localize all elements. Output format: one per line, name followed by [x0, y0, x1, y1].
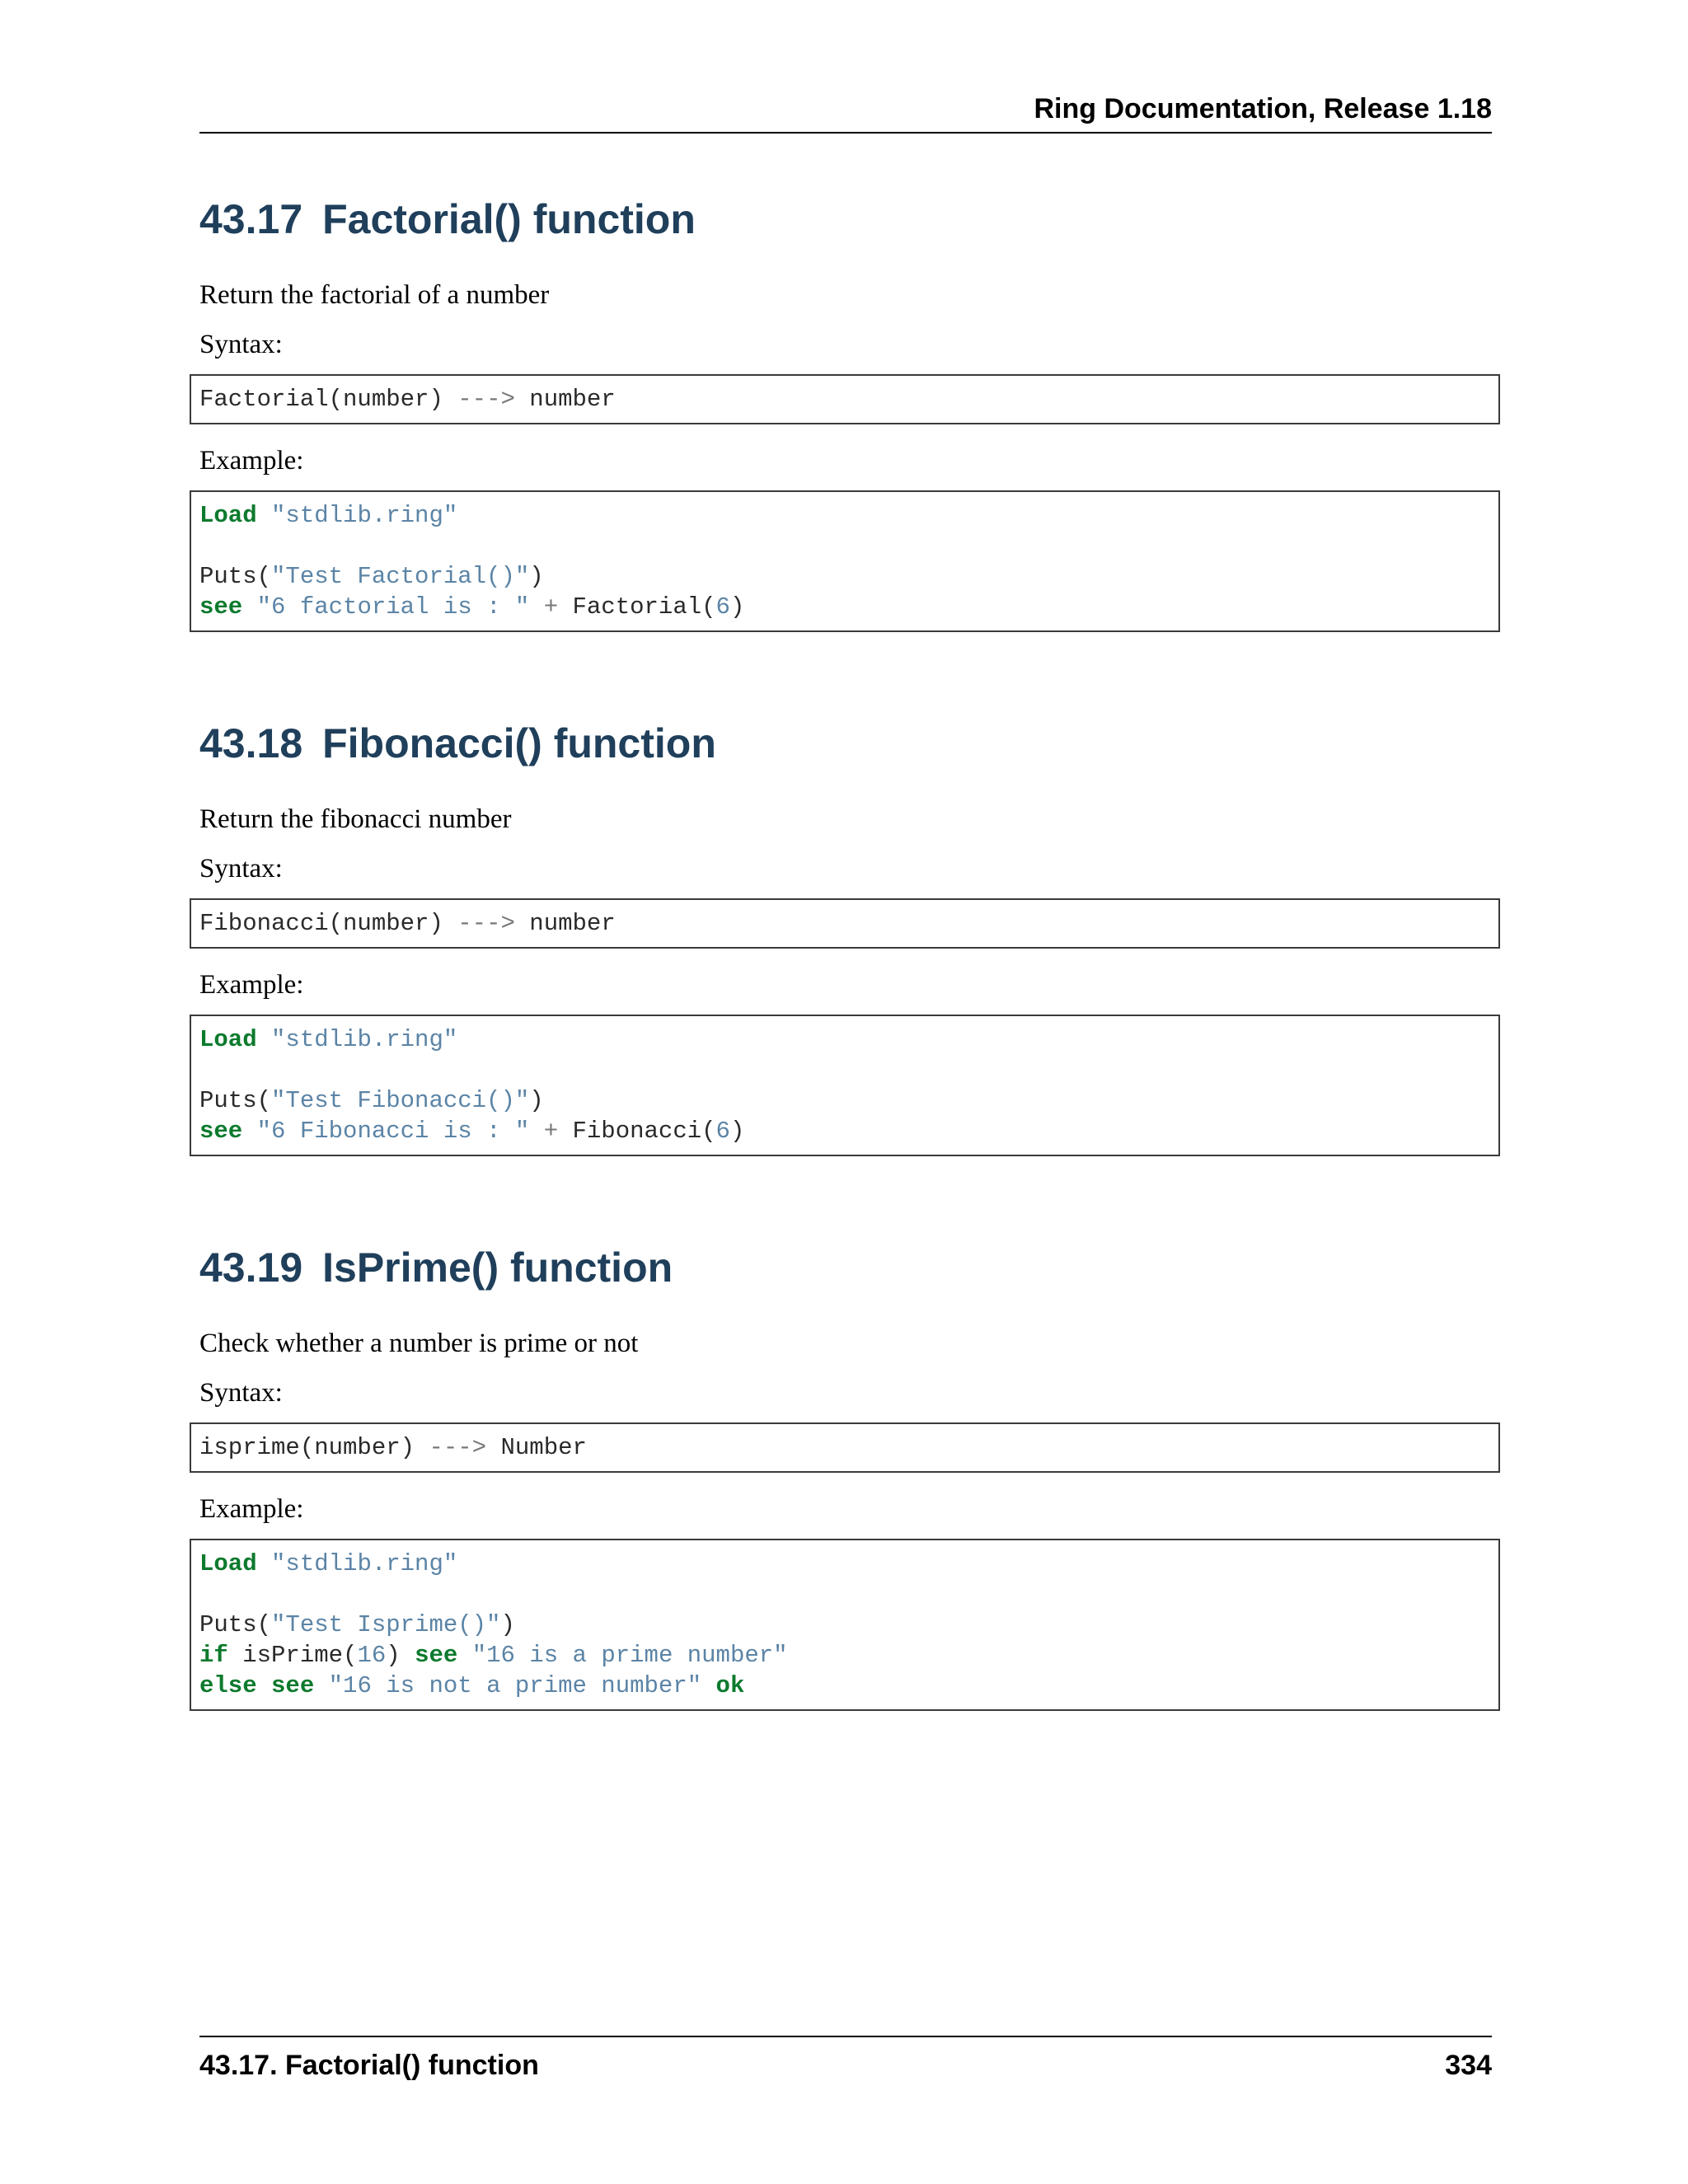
code-token	[257, 1026, 271, 1053]
section-description: Return the fibonacci number	[199, 804, 512, 834]
code-token: Puts(	[199, 563, 272, 590]
section-heading	[199, 194, 1502, 244]
section-heading	[199, 719, 1502, 768]
code-line	[199, 1610, 1490, 1640]
code-token: number	[514, 910, 616, 937]
code-token: 6	[715, 593, 730, 621]
code-line	[199, 1024, 1490, 1055]
code-token: +	[543, 1118, 559, 1145]
code-token: --->	[457, 386, 515, 413]
code-line	[199, 1671, 1490, 1701]
section-description: Return the factorial of a number	[199, 280, 550, 310]
code-token	[257, 502, 271, 529]
code-token: "stdlib.ring"	[271, 1026, 458, 1053]
code-token	[701, 1672, 715, 1699]
code-line	[199, 500, 1490, 531]
code-line	[199, 1055, 1490, 1085]
code-token	[529, 593, 543, 621]
code-token: )	[386, 1642, 415, 1669]
section-title: Factorial() function	[322, 196, 696, 242]
code-token: Load	[199, 1026, 257, 1053]
code-line	[199, 1085, 1490, 1116]
code-token	[242, 593, 256, 621]
syntax-label: Syntax:	[199, 1378, 283, 1408]
code-token: "6 factorial is : "	[256, 593, 530, 621]
example-code-block	[190, 490, 1500, 632]
section-isprime	[199, 1243, 1502, 1711]
code-token: else	[199, 1672, 257, 1699]
code-line	[199, 1116, 1490, 1146]
document-title: Ring Documentation, Release 1.18	[1034, 93, 1492, 124]
code-line	[199, 1640, 1490, 1671]
section-fibonacci	[199, 719, 1502, 1156]
syntax-label: Syntax:	[199, 330, 283, 359]
code-token: +	[543, 593, 559, 621]
code-token: Number	[486, 1434, 587, 1461]
code-line	[199, 1579, 1490, 1610]
code-token: "stdlib.ring"	[271, 1550, 458, 1577]
code-token: 6	[715, 1118, 730, 1145]
code-token: ok	[715, 1672, 745, 1699]
code-line	[199, 531, 1490, 561]
code-token	[314, 1672, 328, 1699]
code-line	[199, 561, 1490, 592]
code-token: Factorial(number)	[199, 386, 458, 413]
code-token	[242, 1118, 256, 1145]
section-factorial	[199, 194, 1502, 632]
code-token: Load	[199, 502, 257, 529]
code-line	[199, 592, 1490, 622]
code-token: if	[199, 1642, 228, 1669]
example-code-block	[190, 1539, 1500, 1711]
code-token: number	[514, 386, 616, 413]
code-token: see	[415, 1642, 458, 1669]
code-token	[529, 1118, 543, 1145]
code-token: Load	[199, 1550, 257, 1577]
code-token: Factorial(	[558, 593, 716, 621]
code-token: )	[529, 1087, 544, 1114]
page-footer	[199, 2036, 1492, 2087]
example-code-block	[190, 1015, 1500, 1156]
code-line	[199, 908, 1490, 939]
code-token: isprime(number)	[199, 1434, 429, 1461]
code-token: "16 is not a prime number"	[328, 1672, 702, 1699]
section-heading	[199, 1243, 1502, 1292]
example-label: Example:	[199, 970, 304, 1000]
section-title: Fibonacci() function	[322, 720, 716, 766]
section-number: 43.19	[199, 1244, 303, 1291]
page-header	[199, 91, 1492, 134]
example-label: Example:	[199, 1494, 304, 1524]
code-token: isPrime(	[227, 1642, 358, 1669]
code-token: )	[529, 563, 544, 590]
syntax-code-block	[190, 374, 1500, 424]
code-token: Fibonacci(	[558, 1118, 716, 1145]
code-token: "Test Factorial()"	[271, 563, 530, 590]
section-title: IsPrime() function	[322, 1244, 673, 1291]
code-token: see	[199, 593, 243, 621]
syntax-code-block	[190, 1422, 1500, 1473]
code-token: "16 is a prime number"	[471, 1642, 788, 1669]
footer-section-ref: 43.17. Factorial() function	[199, 2050, 539, 2081]
code-token: --->	[429, 1434, 487, 1461]
code-token: )	[500, 1611, 515, 1638]
syntax-code-block	[190, 898, 1500, 949]
code-token	[257, 1672, 271, 1699]
code-token: 16	[357, 1642, 387, 1669]
code-token: "6 Fibonacci is : "	[256, 1118, 530, 1145]
code-token: Puts(	[199, 1611, 272, 1638]
code-line	[199, 1549, 1490, 1579]
code-token: )	[729, 1118, 745, 1145]
code-token: Puts(	[199, 1087, 272, 1114]
code-token: see	[199, 1118, 243, 1145]
code-token: "Test Isprime()"	[271, 1611, 501, 1638]
code-token: --->	[457, 910, 515, 937]
section-description: Check whether a number is prime or not	[199, 1329, 639, 1358]
code-token: )	[729, 593, 745, 621]
code-token	[457, 1642, 471, 1669]
code-token	[257, 1550, 271, 1577]
page-number: 334	[1445, 2050, 1492, 2081]
syntax-label: Syntax:	[199, 854, 283, 883]
code-line	[199, 1432, 1490, 1463]
code-token: "Test Fibonacci()"	[271, 1087, 530, 1114]
code-token: "stdlib.ring"	[271, 502, 458, 529]
section-number: 43.18	[199, 720, 303, 766]
code-token: see	[271, 1672, 315, 1699]
example-label: Example:	[199, 446, 304, 476]
section-number: 43.17	[199, 196, 303, 242]
code-token: Fibonacci(number)	[199, 910, 458, 937]
code-line	[199, 384, 1490, 415]
